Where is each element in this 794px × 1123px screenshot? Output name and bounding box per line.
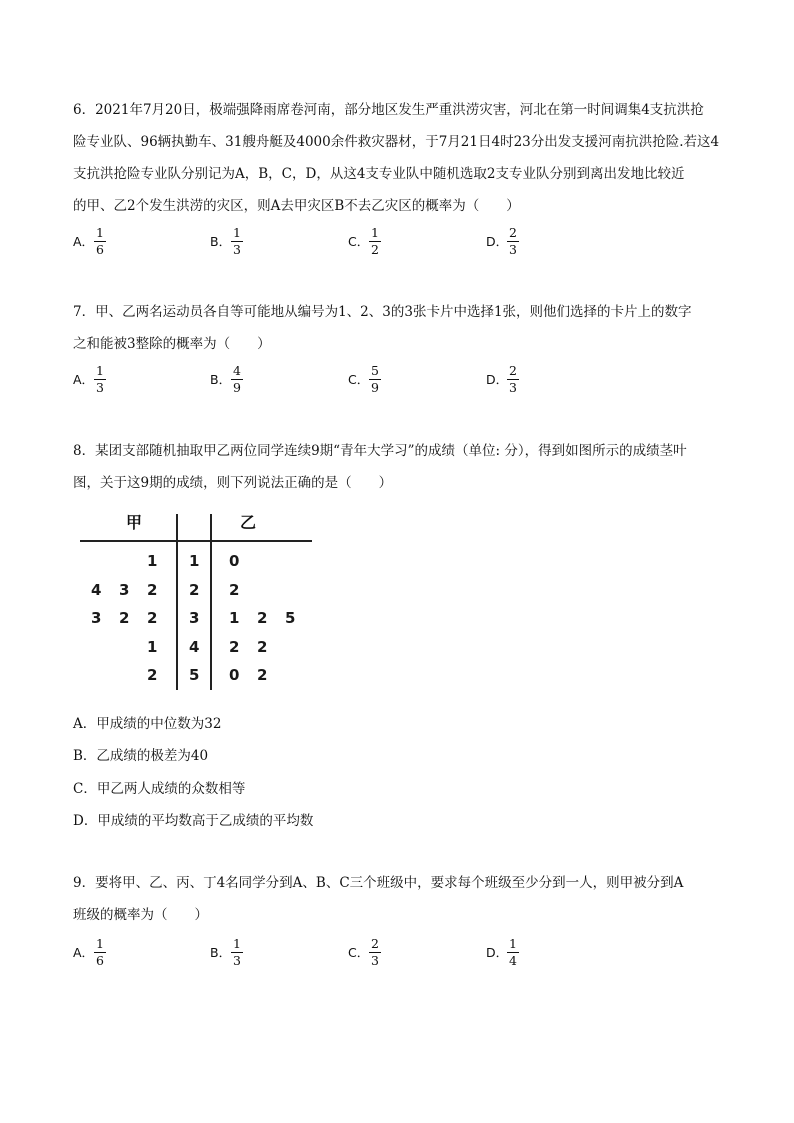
- numerator: 1: [509, 936, 517, 951]
- option-label: A．: [73, 234, 95, 249]
- q7-option-b-fraction: [231, 364, 243, 395]
- q9-option-a-fraction: [94, 937, 106, 968]
- denominator: 6: [96, 242, 104, 257]
- numerator: 1: [233, 936, 241, 951]
- denominator: 3: [233, 953, 241, 968]
- option-label: D．: [486, 234, 509, 249]
- q7-option-b[interactable]: [210, 370, 231, 390]
- q8-option-c[interactable]: C．甲乙两人成绩的众数相等: [73, 781, 246, 797]
- q6-line-3: 支抗洪抢险专业队分别记为A，B，C，D，从这4支专业队中随机选取2支专业队分别到离出发地比较近: [73, 166, 685, 182]
- numerator: 2: [509, 363, 517, 378]
- q9-option-b-fraction: [231, 937, 243, 968]
- q7-option-d-fraction: [507, 364, 519, 395]
- right-leaf: 2: [229, 637, 240, 656]
- q8-option-d[interactable]: D．甲成绩的平均数高于乙成绩的平均数: [73, 813, 314, 829]
- denominator: 4: [509, 953, 517, 968]
- q6-option-b-fraction: [231, 226, 243, 257]
- q7-option-d[interactable]: [486, 370, 508, 390]
- option-label: D．: [486, 945, 509, 960]
- numerator: 2: [371, 936, 379, 951]
- option-label: B．: [210, 234, 232, 249]
- option-label: C．: [348, 372, 370, 387]
- right-leaf: 0: [229, 552, 240, 570]
- q9-option-d-fraction: [507, 937, 519, 968]
- numerator: 4: [233, 363, 241, 378]
- option-label: C．: [348, 234, 370, 249]
- q8-line-1: 8．某团支部随机抽取甲乙两位同学连续9期“青年大学习”的成绩（单位: 分），得到如图所示的成绩茎叶: [73, 443, 687, 459]
- left-leaf: 2: [147, 609, 158, 627]
- stem-2: 2: [189, 580, 200, 599]
- right-header: 乙: [240, 513, 257, 532]
- q6-option-b[interactable]: [210, 232, 231, 252]
- right-leaf: 0: [229, 666, 240, 684]
- left-leaf: 4: [91, 580, 102, 599]
- q8-option-b[interactable]: B．乙成绩的极差为40: [73, 748, 209, 764]
- q8-line-2: 图，关于这9期的成绩，则下列说法正确的是（ ）: [73, 475, 393, 491]
- right-vertical-divider: [210, 514, 212, 690]
- left-leaf: 3: [91, 609, 102, 627]
- q8-option-a[interactable]: A．甲成绩的中位数为32: [73, 716, 222, 732]
- left-leaf: 2: [147, 580, 158, 599]
- left-leaf: 3: [119, 580, 130, 599]
- denominator: 3: [96, 380, 104, 395]
- q9-option-b[interactable]: [210, 943, 231, 963]
- right-leaf: 2: [257, 666, 268, 684]
- denominator: 3: [509, 242, 517, 257]
- q9-option-c-fraction: [369, 937, 381, 968]
- numerator: 1: [233, 225, 241, 240]
- stem-5: 5: [189, 666, 200, 684]
- header-divider: [80, 540, 312, 542]
- left-header: 甲: [126, 513, 143, 532]
- left-leaf: 1: [147, 552, 158, 570]
- q6-option-c[interactable]: [348, 232, 369, 252]
- left-leaf: 2: [119, 609, 130, 627]
- left-leaf: 2: [147, 666, 158, 684]
- stem-1: 1: [189, 552, 200, 570]
- denominator: 6: [96, 953, 104, 968]
- q9-line-2: 班级的概率为（ ）: [73, 907, 208, 923]
- right-leaf: 2: [229, 580, 240, 599]
- option-label: C．: [348, 945, 370, 960]
- stem-3: 3: [189, 609, 200, 627]
- q7-option-a-fraction: [94, 364, 106, 395]
- q7-option-a[interactable]: [73, 370, 94, 390]
- denominator: 2: [371, 242, 379, 257]
- numerator: 1: [371, 225, 379, 240]
- q6-option-d[interactable]: [486, 232, 508, 252]
- right-leaf: 2: [257, 609, 268, 627]
- option-label: A．: [73, 945, 95, 960]
- option-label: B．: [210, 372, 232, 387]
- q6-line-1: 6．2021年7月20日，极端强降雨席卷河南，部分地区发生严重洪涝灾害，河北在第一时间调集4支抗洪抢: [73, 102, 704, 118]
- numerator: 1: [96, 363, 104, 378]
- q9-option-a[interactable]: [73, 943, 94, 963]
- q7-line-1: 7．甲、乙两名运动员各自等可能地从编号为1、2、3的3张卡片中选择1张，则他们选择的卡片上的数字: [73, 304, 692, 320]
- q7-option-c[interactable]: [348, 370, 369, 390]
- left-vertical-divider: [176, 514, 178, 690]
- option-label: A．: [73, 372, 95, 387]
- denominator: 3: [509, 380, 517, 395]
- denominator: 9: [371, 380, 379, 395]
- q6-line-4: 的甲、乙2个发生洪涝的灾区，则A去甲灾区B不去乙灾区的概率为（ ）: [73, 198, 520, 214]
- q9-option-c[interactable]: [348, 943, 369, 963]
- right-leaf: 1: [229, 609, 240, 627]
- q7-line-2: 之和能被3整除的概率为（ ）: [73, 336, 271, 352]
- numerator: 5: [371, 363, 379, 378]
- q7-option-c-fraction: [369, 364, 381, 395]
- q6-option-a[interactable]: [73, 232, 94, 252]
- right-leaf: 2: [257, 637, 268, 656]
- q9-option-d[interactable]: [486, 943, 508, 963]
- denominator: 9: [233, 380, 241, 395]
- q6-line-2: 险专业队、96辆执勤车、31艘舟艇及4000余件救灾器材，于7月21日4时23分出发支援河南抗洪抢险.若这4: [73, 134, 720, 150]
- numerator: 1: [96, 225, 104, 240]
- stem-4: 4: [189, 637, 200, 656]
- numerator: 1: [96, 936, 104, 951]
- left-leaf: 1: [147, 637, 158, 656]
- q6-option-d-fraction: [507, 226, 519, 257]
- option-label: D．: [486, 372, 509, 387]
- numerator: 2: [509, 225, 517, 240]
- option-label: B．: [210, 945, 232, 960]
- denominator: 3: [371, 953, 379, 968]
- q6-option-c-fraction: [369, 226, 381, 257]
- right-leaf: 5: [285, 609, 296, 627]
- q9-line-1: 9．要将甲、乙、丙、丁4名同学分到A、B、C三个班级中，要求每个班级至少分到一人，则甲被分到A: [73, 875, 684, 891]
- q6-option-a-fraction: [94, 226, 106, 257]
- denominator: 3: [233, 242, 241, 257]
